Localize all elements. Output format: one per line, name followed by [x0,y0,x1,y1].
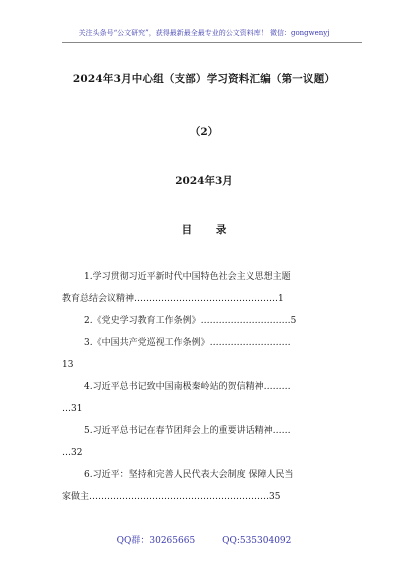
toc-line-text: 家做主……………………………………………………35 [62,492,281,502]
toc-line-text: …31 [62,404,83,414]
footer-contact [0,533,408,546]
toc-line-text: …32 [62,448,83,458]
document-title: 2024年3月中心组（支部）学习资料汇编（第一议题） [72,73,336,85]
toc-item-3-line-2[interactable] [62,354,352,376]
toc-line-text: 4.习近平总书记致中国南极秦岭站的贺信精神……… [84,382,291,392]
toc-line-text: 5.习近平总书记在春节团拜会上的重要讲话精神…… [84,426,291,436]
toc-item-1-line-2[interactable] [62,288,352,310]
toc-line-text: 6.习近平：坚持和完善人民代表大会制度 保障人民当 [84,470,294,480]
toc-item-6-line-1[interactable] [62,464,352,486]
document-subtitle: （2） [189,126,219,138]
table-of-contents [62,266,352,508]
toc-line-text: 1.学习贯彻习近平新时代中国特色社会主义思想主题 [84,272,291,282]
footer-qq-group: QQ群：30265665 [116,536,196,546]
toc-line-text: 2.《党史学习教育工作条例》…………………………5 [84,316,297,326]
footer-qq: QQ:535304092 [222,536,292,546]
toc-item-4-line-1[interactable] [62,376,352,398]
toc-item-1-line-1[interactable] [62,266,352,288]
toc-item-3-line-1[interactable] [62,332,352,354]
header-note: 关注头条号“公文研究”，获得最新最全最专业的公文资料库！ 微信：gongwenyj [78,29,330,37]
toc-item-4-line-2[interactable] [62,398,352,420]
header-divider [62,42,362,43]
toc-line-text: 13 [62,360,74,370]
toc-line-text: 教育总结会议精神…………………………………………1 [62,294,284,304]
toc-heading: 目 录 [181,224,237,236]
toc-item-5-line-1[interactable] [62,420,352,442]
document-date: 2024年3月 [175,175,233,187]
toc-item-5-line-2[interactable] [62,442,352,464]
toc-line-text: 3.《中国共产党巡视工作条例》……………………… [84,338,291,348]
toc-item-6-line-2[interactable] [62,486,352,508]
toc-item-2[interactable] [62,310,352,332]
